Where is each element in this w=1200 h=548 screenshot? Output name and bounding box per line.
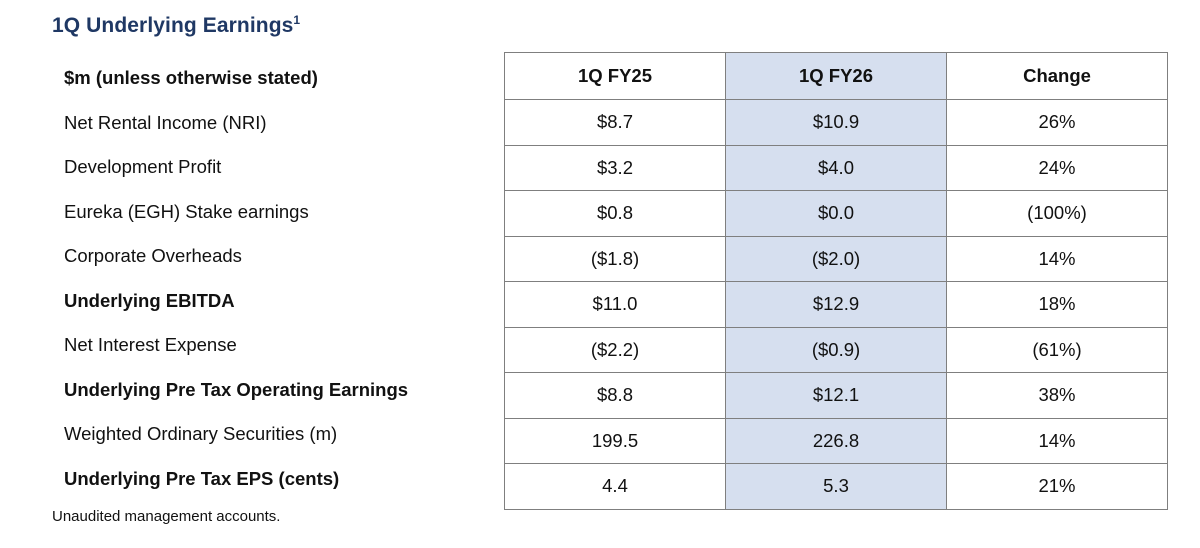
table-row (505, 191, 1168, 237)
row-label-underlying-ebitda: Underlying EBITDA (64, 289, 235, 311)
earnings-table (504, 52, 1168, 510)
table-row (505, 145, 1168, 191)
cell-fy25: ($1.8) (505, 236, 726, 282)
table-row (505, 418, 1168, 464)
page-title (52, 14, 300, 38)
cell-fy26: $0.0 (726, 191, 947, 237)
cell-fy25: 199.5 (505, 418, 726, 464)
cell-fy26: $12.9 (726, 282, 947, 328)
cell-fy25: 4.4 (505, 464, 726, 510)
cell-change: 26% (947, 100, 1168, 146)
cell-fy26: 5.3 (726, 464, 947, 510)
cell-fy26: ($2.0) (726, 236, 947, 282)
column-header-fy26: 1Q FY26 (726, 53, 947, 100)
table-row (505, 373, 1168, 419)
cell-fy26: $10.9 (726, 100, 947, 146)
table-row (505, 464, 1168, 510)
row-label-net-rental-income: Net Rental Income (NRI) (64, 111, 267, 133)
row-label-column (52, 56, 492, 501)
cell-change: 14% (947, 236, 1168, 282)
table-row (505, 282, 1168, 328)
cell-fy25: $8.8 (505, 373, 726, 419)
column-header-fy25: 1Q FY25 (505, 53, 726, 100)
cell-change: 14% (947, 418, 1168, 464)
cell-fy25: $8.7 (505, 100, 726, 146)
row-label-underlying-pre-tax-eps: Underlying Pre Tax EPS (cents) (64, 467, 340, 489)
table-row (505, 236, 1168, 282)
table-header-row (505, 53, 1168, 100)
cell-fy25: ($2.2) (505, 327, 726, 373)
cell-fy26: $12.1 (726, 373, 947, 419)
row-label-eureka-stake-earnings: Eureka (EGH) Stake earnings (64, 200, 309, 222)
cell-fy26: 226.8 (726, 418, 947, 464)
cell-change: 18% (947, 282, 1168, 328)
cell-change: 38% (947, 373, 1168, 419)
cell-fy25: $3.2 (505, 145, 726, 191)
table-row (505, 100, 1168, 146)
row-label-net-interest-expense: Net Interest Expense (64, 334, 237, 356)
cell-fy25: $0.8 (505, 191, 726, 237)
cell-fy26: $4.0 (726, 145, 947, 191)
cell-change: (61%) (947, 327, 1168, 373)
row-label-weighted-ordinary-securities: Weighted Ordinary Securities (m) (64, 423, 338, 445)
footnote: Unaudited management accounts. (52, 508, 281, 525)
row-label-development-profit: Development Profit (64, 156, 222, 178)
column-header-change: Change (947, 53, 1168, 100)
cell-fy26: ($0.9) (726, 327, 947, 373)
cell-change: 24% (947, 145, 1168, 191)
page-title-footnote-marker: 1 (293, 13, 301, 27)
page-title-text: 1Q Underlying Earnings (52, 14, 294, 37)
cell-change: 21% (947, 464, 1168, 510)
row-label-header: $m (unless otherwise stated) (64, 67, 318, 89)
cell-change: (100%) (947, 191, 1168, 237)
cell-fy25: $11.0 (505, 282, 726, 328)
row-label-underlying-pre-tax-operating-earnings: Underlying Pre Tax Operating Earnings (64, 378, 409, 400)
row-label-corporate-overheads: Corporate Overheads (64, 245, 242, 267)
table-row (505, 327, 1168, 373)
